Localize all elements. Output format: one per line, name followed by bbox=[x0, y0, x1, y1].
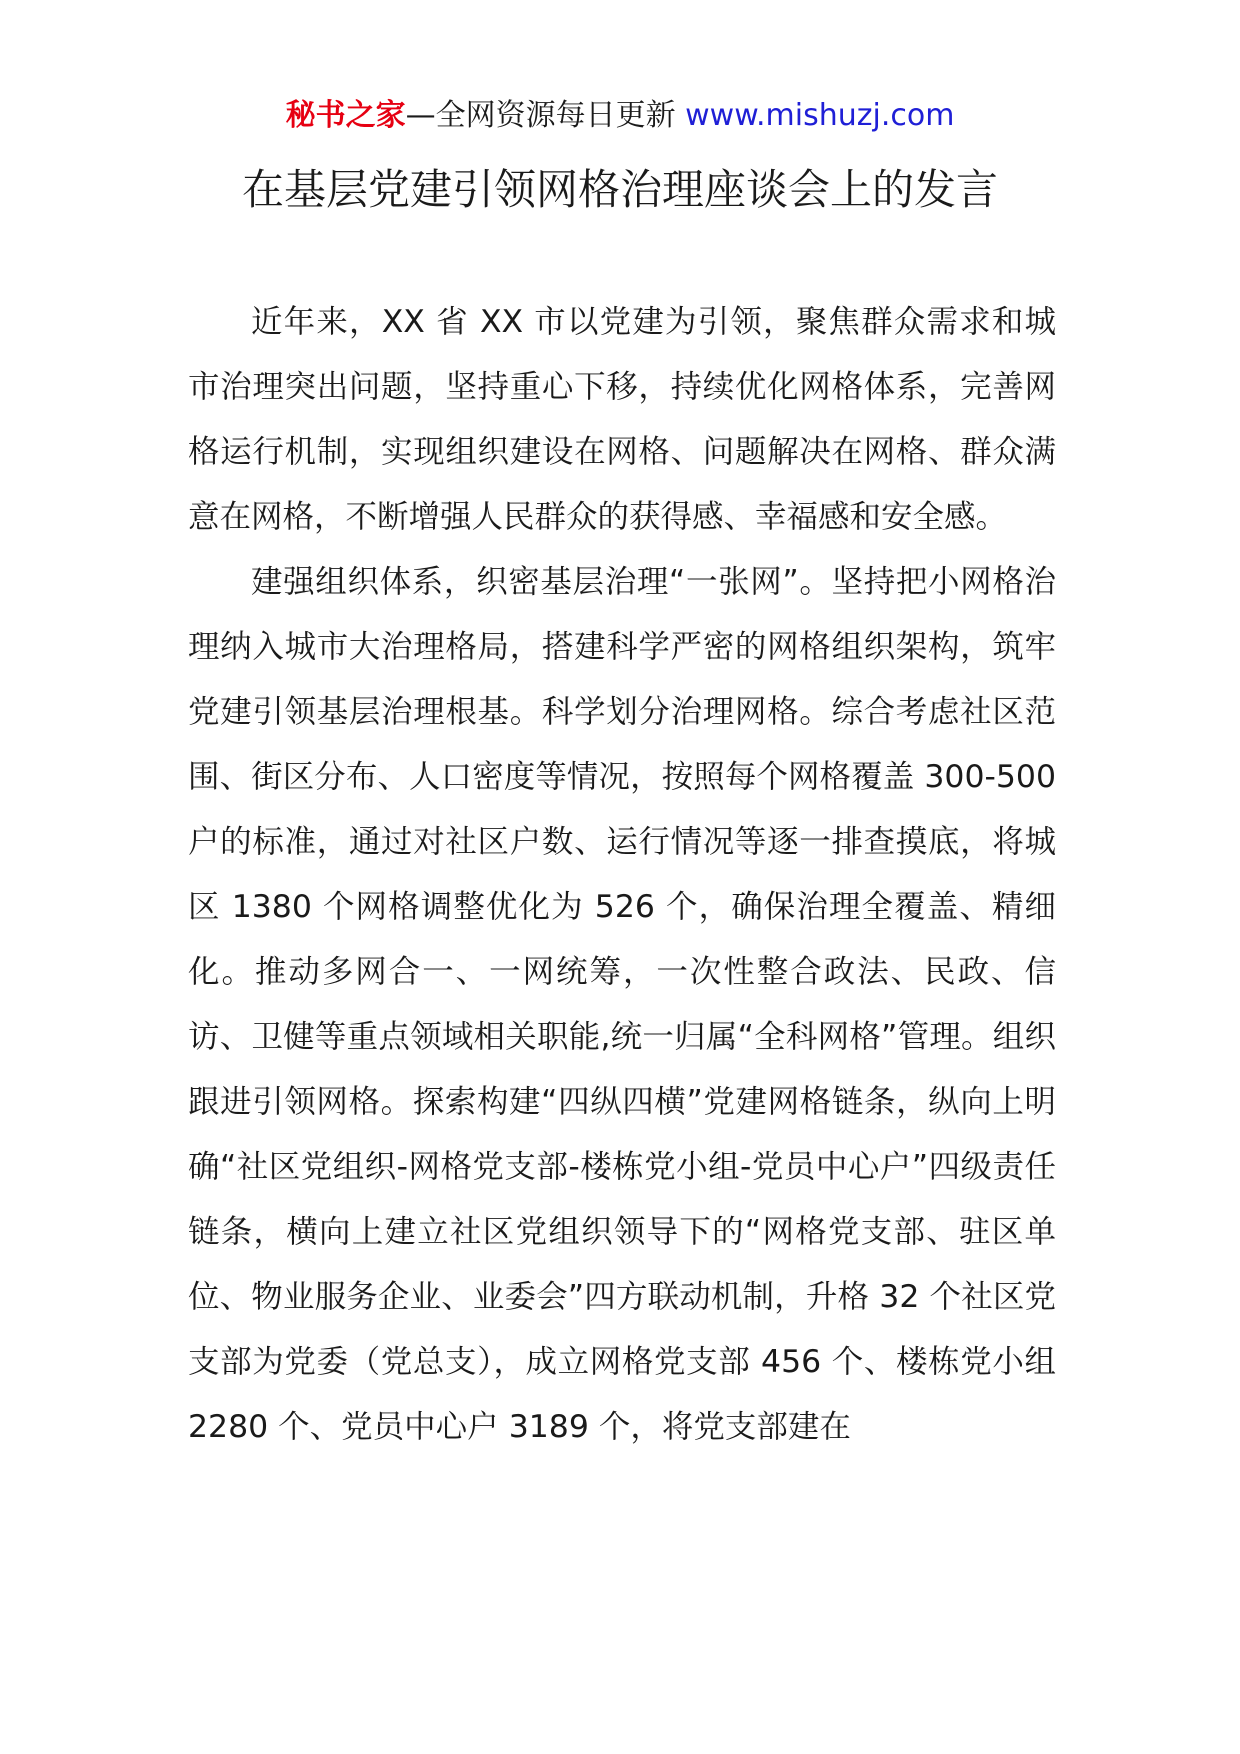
document-title: 在基层党建引领网格治理座谈会上的发言 bbox=[241, 165, 998, 214]
site-url-link[interactable]: www.mishuzj.com bbox=[685, 98, 955, 133]
paragraph-organization: 建强组织体系，织密基层治理“一张网”。坚持把小网格治理纳入城市大治理格局，搭建科学严密的网格组织架构，筑牢党建引领基层治理根基。科学划分治理网格。综合考虑社区范围、街区分布、人口密度等情况，按照每个网格覆盖 300-500 户的标准，通过对社区户数、运行情况等逐一排查摸底，将城区 1380 个网格调整优化为 526 个，确保治理全覆盖、精细化。推动多网合一、一网统筹，一次性整合政法、民政、信访、卫健等重点领域相关职能,统一归属“全科网格”管理。组织跟进引领网格。探索构建“四纵四横”党建网格链条，纵向上明确“社区党组织-网格党支部-楼栋党小组-党员中心户”四级责任链条，横向上建立社区党组织领导下的“网格党支部、驻区单位、物业服务企业、业委会”四方联动机制，升格 32 个社区党支部为党委（党总支），成立网格党支部 456 个、楼栋党小组 2280 个、党员中心户 3189 个，将党支部建在 bbox=[188, 564, 1056, 1445]
site-banner bbox=[0, 96, 1240, 136]
paragraph-intro: 近年来，XX 省 XX 市以党建为引领，聚焦群众需求和城市治理突出问题，坚持重心下移，持续优化网格体系，完善网格运行机制，实现组织建设在网格、问题解决在网格、群众满意在网格，不断增强人民群众的获得感、幸福感和安全感。 bbox=[188, 304, 1056, 535]
banner-slogan: —全网资源每日更新 bbox=[405, 98, 686, 133]
brand-name: 秘书之家 bbox=[285, 98, 406, 133]
document-body bbox=[188, 290, 1056, 1460]
